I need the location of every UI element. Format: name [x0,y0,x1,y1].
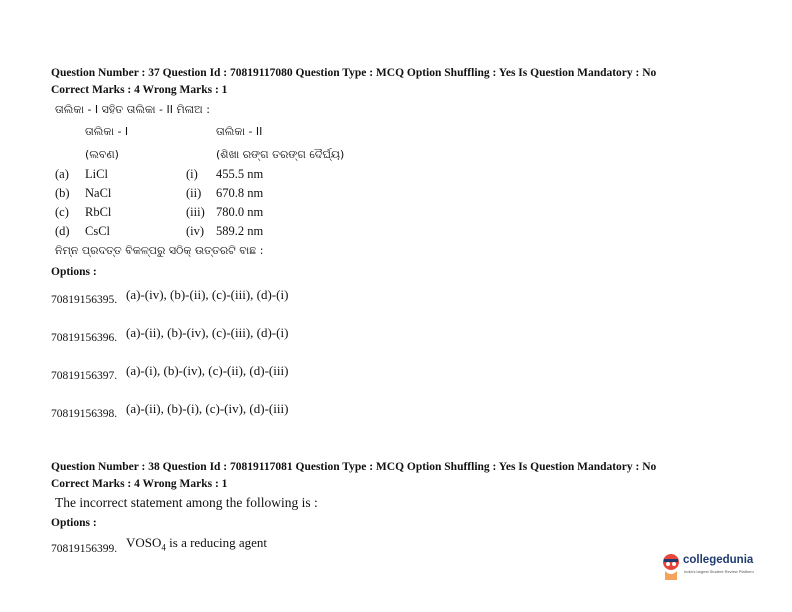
q37-instruction: ତାଲିକା - I ସହିତ ତାଲିକା - II ମିଳାଅ : [55,103,210,116]
logo-wordmark: collegedunia [683,554,754,566]
row-c-letter: (c) [55,205,69,219]
option-text: (a)-(iv), (b)-(ii), (c)-(iii), (d)-(i) [126,287,289,302]
option-text-rest: is a reducing agent [165,535,267,550]
row-c-roman: (iii) [186,205,205,219]
row-a-salt: LiCl [85,167,108,181]
row-b-roman: (ii) [186,186,202,200]
logo-tagline: India's largest Student Review Platform [684,569,754,574]
q37-options-label: Options : [51,266,97,278]
option-id: 70819156399. [51,543,118,555]
option-text: (a)-(ii), (b)-(iv), (c)-(iii), (d)-(i) [126,325,289,340]
q38-question: The incorrect statement among the following is : [55,495,318,510]
list1-title: ତାଲିକା - I [85,125,129,138]
row-c-value: 780.0 nm [216,205,264,219]
row-b-value: 670.8 nm [216,186,264,200]
row-d-value: 589.2 nm [216,224,264,238]
collegedunia-logo [661,551,761,585]
q37-header: Question Number : 37 Question Id : 70819117080 Question Type : MCQ Option Shuffling : Yes Is Question Mandatory : No [51,67,657,79]
formula-subscript: 4 [161,542,166,553]
row-a-roman: (i) [186,167,198,181]
list2-subtitle: (ଶିଖା ରଙ୍ଗ ତରଙ୍ଗ ଦୈର୍ଘ୍ୟ) [216,148,345,161]
q38-header: Question Number : 38 Question Id : 70819117081 Question Type : MCQ Option Shuffling : Yes Is Question Mandatory : No [51,461,657,473]
option-text: (a)-(ii), (b)-(i), (c)-(iv), (d)-(iii) [126,401,289,416]
option-id: 70819156396. [51,332,118,344]
row-a-letter: (a) [55,167,69,181]
option-text: (a)-(i), (b)-(iv), (c)-(ii), (d)-(iii) [126,363,289,378]
q38-marks: Correct Marks : 4 Wrong Marks : 1 [51,478,228,490]
row-c-salt: RbCl [85,205,112,219]
row-a-value: 455.5 nm [216,167,264,181]
row-d-salt: CsCl [85,224,111,238]
list2-title: ତାଲିକା - II [216,125,263,138]
q37-marks: Correct Marks : 4 Wrong Marks : 1 [51,84,228,96]
row-d-letter: (d) [55,224,70,238]
formula-main: VOSO [126,535,162,550]
row-d-roman: (iv) [186,224,205,238]
row-b-salt: NaCl [85,186,112,200]
q38-options-label: Options : [51,517,97,529]
option-id: 70819156395. [51,294,118,306]
row-b-letter: (b) [55,186,70,200]
option-text [126,535,267,553]
mascot-icon [661,553,681,581]
q37-prompt: ନିମ୍ନ ପ୍ରଦତ୍ତ ବିକଳ୍ପରୁ ସଠିକ୍ ଉତ୍ତରଟି ବାଛ : [55,244,264,257]
list1-subtitle: (ଲବଣ) [85,148,119,161]
option-id: 70819156398. [51,408,118,420]
option-id: 70819156397. [51,370,118,382]
